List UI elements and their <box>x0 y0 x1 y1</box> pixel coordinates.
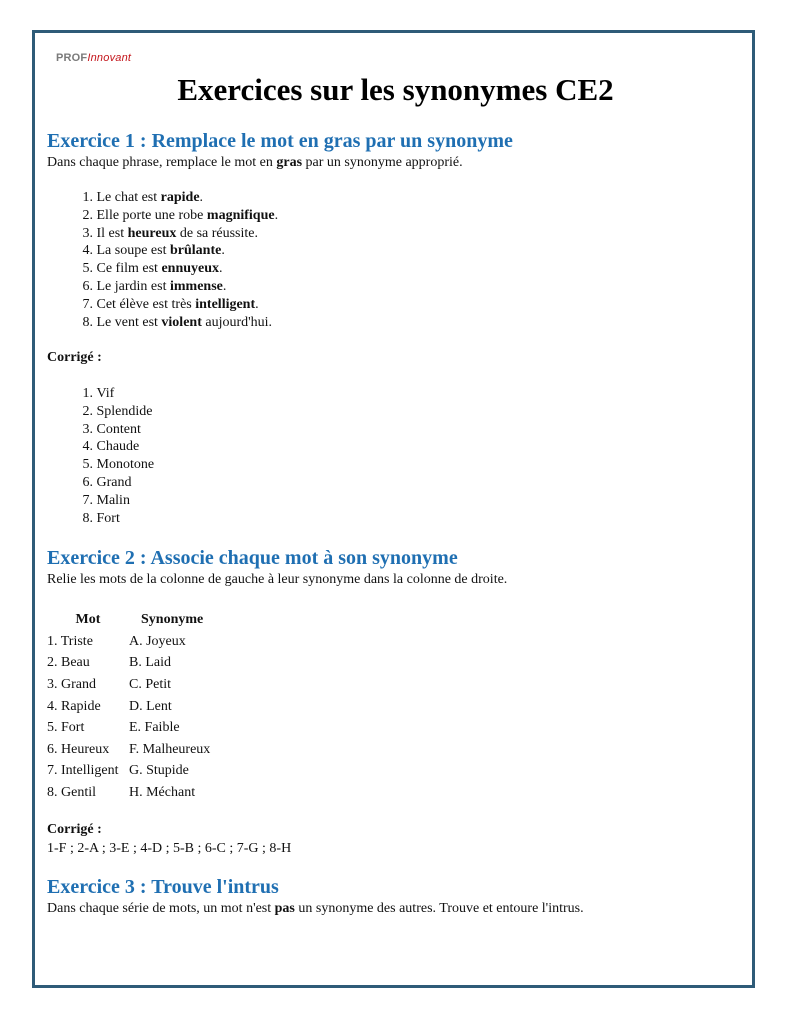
list-item <box>47 492 154 510</box>
list-item <box>47 403 154 421</box>
item-text <box>97 278 227 296</box>
table-header-row <box>47 609 210 631</box>
word-cell: 2. Beau <box>47 655 90 671</box>
item-number: 8. <box>82 314 93 330</box>
word-cell: 1. Triste <box>47 633 93 649</box>
synonym-cell: E. Faible <box>129 720 180 736</box>
item-number: 3. <box>82 225 93 241</box>
list-item <box>47 385 154 403</box>
table-row <box>47 717 210 739</box>
list-item <box>47 242 278 260</box>
item-bold-word: intelligent <box>195 296 256 312</box>
instruction-text: Dans chaque série de mots, un mot n'est <box>47 901 275 916</box>
item-text: Fort <box>96 510 120 526</box>
item-text: Malin <box>96 492 130 508</box>
table-row <box>47 761 210 783</box>
exercise-1-heading: Exercice 1 : Remplace le mot en gras par un synonyme <box>47 130 513 152</box>
page-title: Exercices sur les synonymes CE2 <box>177 72 614 107</box>
item-text-after: . <box>221 243 225 259</box>
item-bold-word: brûlante <box>169 243 222 259</box>
exercise-3-instruction <box>47 901 584 917</box>
item-text: Splendide <box>96 403 153 419</box>
table-row <box>47 653 210 675</box>
item-text <box>97 296 259 314</box>
synonym-matching-table <box>47 609 210 804</box>
word-cell: 8. Gentil <box>47 784 96 800</box>
item-text <box>97 189 204 207</box>
item-number: 8. <box>82 510 93 526</box>
logo-part-prof: PROF <box>56 52 88 64</box>
item-bold-word: magnifique <box>206 207 275 223</box>
item-text-before: La soupe est <box>96 243 170 259</box>
item-number: 7. <box>82 492 93 508</box>
list-item <box>47 189 278 207</box>
list-item <box>47 207 278 225</box>
item-bold-word: heureux <box>127 225 177 241</box>
item-number: 2. <box>82 403 93 419</box>
synonym-cell: F. Malheureux <box>129 741 211 757</box>
item-number: 5. <box>82 457 93 473</box>
item-number: 2. <box>82 207 93 223</box>
item-text <box>97 225 259 243</box>
list-item <box>47 225 278 243</box>
item-text <box>97 314 273 332</box>
exercise-1-answer-label: Corrigé : <box>47 350 102 365</box>
item-text-after: . <box>199 190 204 205</box>
list-item <box>47 314 278 332</box>
word-cell: 7. Intelligent <box>47 763 119 779</box>
item-text: Content <box>96 421 141 437</box>
item-text-after: aujourd'hui. <box>201 314 273 330</box>
list-item <box>47 421 154 439</box>
item-text: Grand <box>96 474 132 490</box>
synonym-cell: C. Petit <box>129 676 172 692</box>
instruction-text: un synonyme des autres. Trouve et entoure l'intrus. <box>294 901 584 916</box>
exercise-2-answer-label: Corrigé : <box>47 822 102 837</box>
item-text: Vif <box>96 386 115 401</box>
list-item <box>47 438 154 456</box>
table-row <box>47 782 210 804</box>
exercise-2-answer: 1-F ; 2-A ; 3-E ; 4-D ; 5-B ; 6-C ; 7-G ; 8-H <box>47 841 292 856</box>
exercise-3-heading: Exercice 3 : Trouve l'intrus <box>47 876 279 898</box>
item-text-after: . <box>222 278 227 294</box>
list-item <box>47 278 278 296</box>
item-number: 5. <box>82 261 93 277</box>
item-bold-word: immense <box>169 278 223 294</box>
item-text-before: Le jardin est <box>96 278 170 294</box>
synonym-cell: B. Laid <box>129 655 171 671</box>
item-text-before: Le vent est <box>96 314 162 330</box>
item-text-before: Le chat est <box>96 190 161 205</box>
word-cell: 4. Rapide <box>47 698 101 714</box>
exercise-2-heading: Exercice 2 : Associe chaque mot à son synonyme <box>47 547 458 569</box>
item-number: 4. <box>82 243 93 259</box>
list-item <box>47 456 154 474</box>
list-item <box>47 474 154 492</box>
item-text-before: Cet élève est très <box>96 296 196 312</box>
table-row <box>47 631 210 653</box>
item-number: 1. <box>82 386 93 401</box>
item-text-after: . <box>274 207 279 223</box>
synonym-cell: A. Joyeux <box>129 633 186 649</box>
exercise-1-answer-list <box>47 385 154 527</box>
logo-part-innovant: Innovant <box>87 52 132 64</box>
exercise-2-instruction: Relie les mots de la colonne de gauche à leur synonyme dans la colonne de droite. <box>47 572 508 587</box>
synonym-cell: D. Lent <box>129 698 172 714</box>
instruction-bold: gras <box>276 155 303 170</box>
instruction-text: par un synonyme approprié. <box>302 155 463 170</box>
word-cell: 6. Heureux <box>47 741 110 757</box>
logo <box>56 52 131 64</box>
item-text: Chaude <box>96 439 140 455</box>
column-header-mot: Mot <box>75 612 101 627</box>
list-item <box>47 296 278 314</box>
item-text <box>97 207 279 225</box>
item-text <box>97 242 225 260</box>
column-header-synonyme: Synonyme <box>141 612 204 627</box>
item-text-before: Ce film est <box>96 261 162 277</box>
item-number: 1. <box>82 190 93 205</box>
item-number: 3. <box>82 421 93 437</box>
item-number: 6. <box>82 474 93 490</box>
word-cell: 5. Fort <box>47 720 85 736</box>
synonym-cell: H. Méchant <box>129 784 196 800</box>
item-text-before: Il est <box>96 225 128 241</box>
item-number: 7. <box>82 296 93 312</box>
item-text: Monotone <box>96 457 155 473</box>
table-row <box>47 674 210 696</box>
list-item <box>47 510 154 528</box>
table-row <box>47 739 210 761</box>
item-bold-word: ennuyeux <box>161 261 220 277</box>
exercise-1-instruction <box>47 155 463 171</box>
word-cell: 3. Grand <box>47 676 96 692</box>
list-item <box>47 260 278 278</box>
item-text-before: Elle porte une robe <box>96 207 207 223</box>
exercise-1-sentence-list <box>47 189 278 331</box>
item-text-after: de sa réussite. <box>176 225 259 241</box>
item-text-after: . <box>255 296 259 312</box>
item-text <box>97 260 223 278</box>
item-bold-word: violent <box>161 314 202 330</box>
table-row <box>47 696 210 718</box>
item-number: 6. <box>82 278 93 294</box>
instruction-bold: pas <box>274 901 295 916</box>
item-text-after: . <box>219 261 223 277</box>
item-number: 4. <box>82 439 93 455</box>
item-bold-word: rapide <box>160 190 200 205</box>
synonym-cell: G. Stupide <box>129 763 189 779</box>
instruction-text: Dans chaque phrase, remplace le mot en <box>47 155 277 170</box>
